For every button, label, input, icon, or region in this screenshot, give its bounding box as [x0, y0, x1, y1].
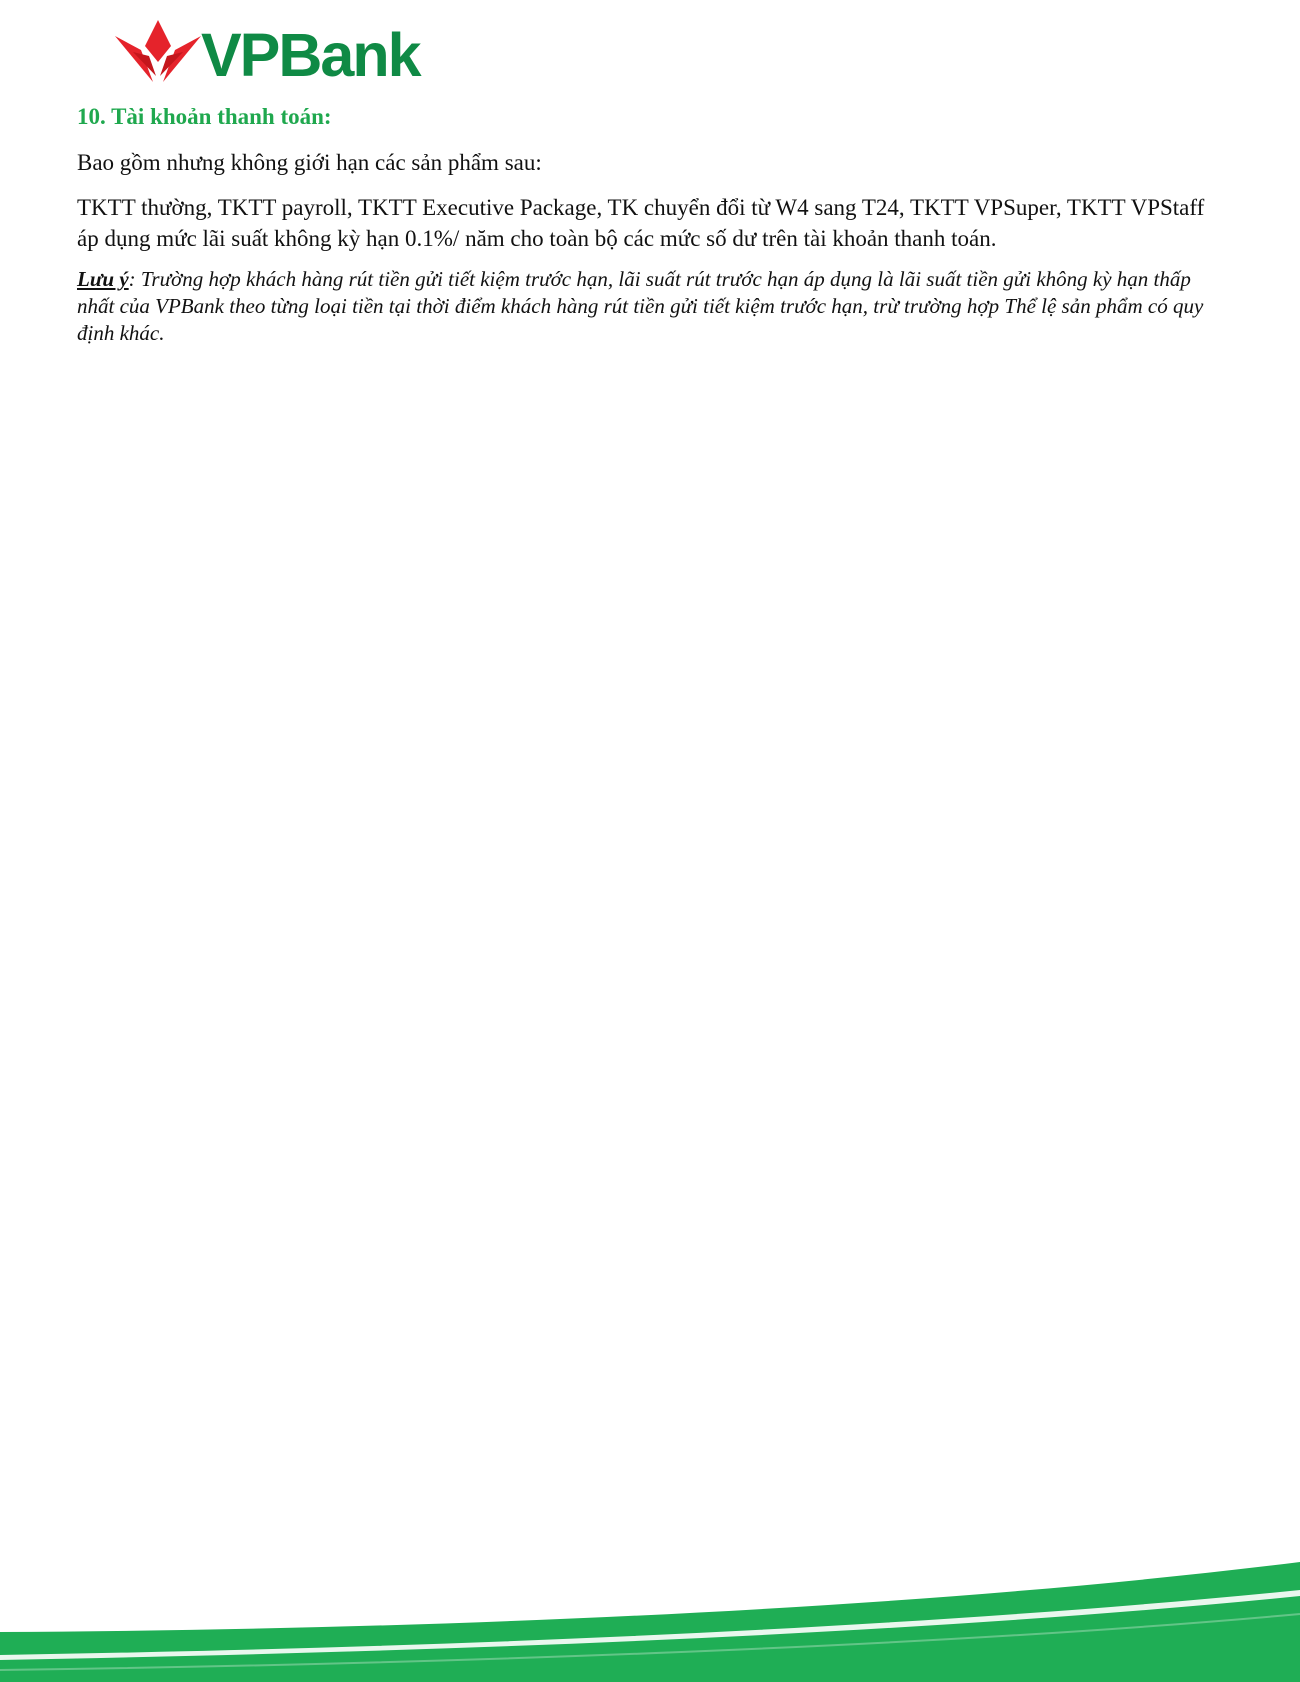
note-label: Lưu ý	[77, 267, 129, 291]
section-title: 10. Tài khoản thanh toán:	[77, 104, 332, 129]
section-intro: Bao gồm nhưng không giới hạn các sản phẩm sau:	[77, 150, 542, 175]
note-paragraph	[77, 266, 1227, 347]
document-content	[77, 100, 1227, 347]
footer-wave-decoration	[0, 1552, 1300, 1682]
note-text: : Trường hợp khách hàng rút tiền gửi tiết kiệm trước hạn, lãi suất rút trước hạn áp dụng là lãi suất tiền gửi không kỳ hạn thấp nhất của VPBank theo từng loại tiền tại thời điểm khách hàng rút tiền gửi tiết kiệm trước hạn, trừ trường hợp Thể lệ sản phẩm có quy định khác.	[77, 267, 1204, 345]
logo-wordmark: VPBank	[201, 21, 420, 89]
section-body: TKTT thường, TKTT payroll, TKTT Executive Package, TK chuyển đổi từ W4 sang T24, TKTT VPSuper, TKTT VPStaff áp dụng mức lãi suất không kỳ hạn 0.1%/ năm cho toàn bộ các mức số dư trên tài khoản thanh toán.	[77, 195, 1205, 251]
vpbank-flower-icon	[113, 16, 203, 86]
vpbank-logo	[113, 16, 420, 89]
